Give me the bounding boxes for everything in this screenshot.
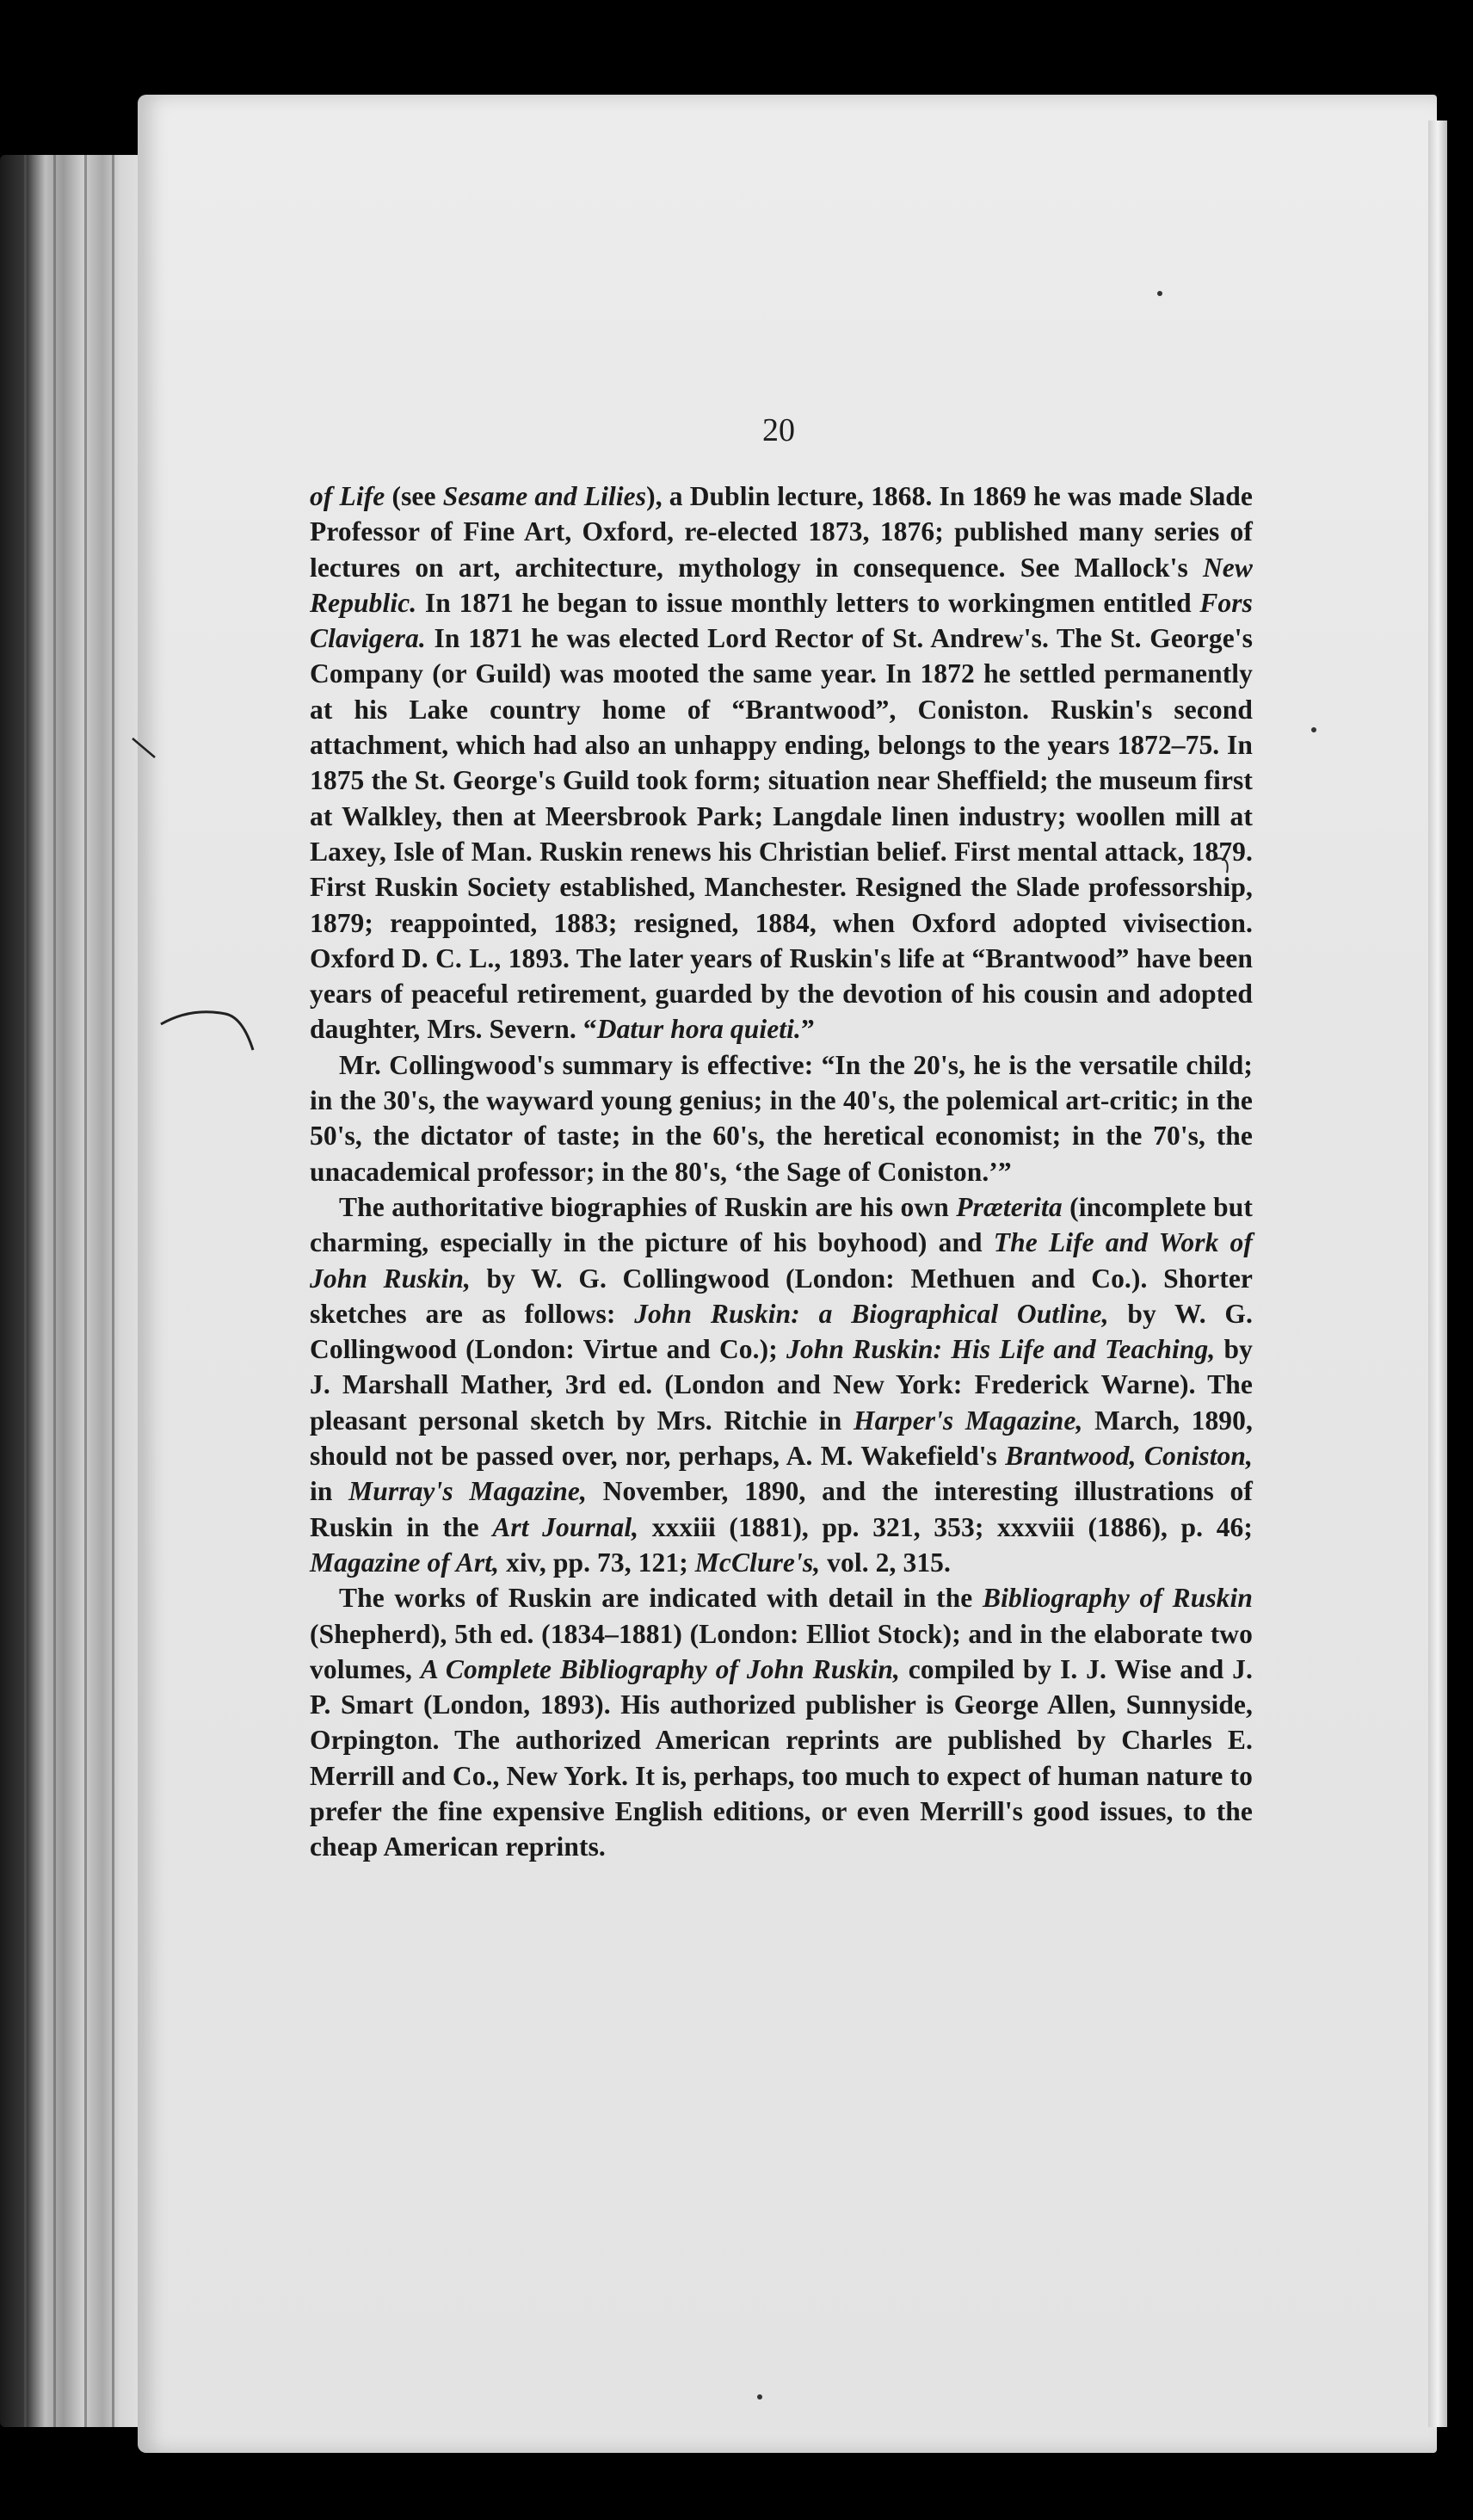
italic-text-run: John Ruskin: His Life and Teaching, — [786, 1334, 1216, 1365]
page-number: 20 — [762, 412, 795, 448]
margin-tick-mark — [129, 732, 163, 766]
text-run: (Shepherd), 5th ed. (1834–1881) (London: Elliot Stock); and in the elaborate two volumes, — [310, 1618, 1253, 1684]
text-run: xiv, pp. 73, 121; — [499, 1547, 695, 1578]
margin-pencil-mark — [157, 998, 260, 1059]
text-run: ), a Dublin lecture, 1868. In 1869 he was made Slade Professor of Fine Art, Oxford, re-elected 1873, 1876; published many series of lectures on art, architecture, mythology in consequence. See Mallock's — [310, 481, 1253, 583]
italic-text-run: Sesame and Lilies — [442, 481, 647, 511]
italic-text-run: McClure's, — [694, 1547, 821, 1578]
text-run: March, 1890, should not be passed over, nor, perhaps, A. M. Wakefield's — [310, 1405, 1253, 1472]
italic-text-run: A Complete Bibliography of John Ruskin, — [420, 1653, 900, 1684]
text-run: in — [310, 1476, 349, 1507]
page-edge-line — [53, 155, 56, 2427]
page-edge-line — [84, 155, 87, 2427]
italic-text-run: Harper's Magazine, — [853, 1405, 1083, 1436]
paragraph — [310, 1580, 1253, 1864]
text-run: The works of Ruskin are indicated with detail in the — [339, 1583, 983, 1614]
paragraph — [310, 479, 1253, 1047]
text-run: November, 1890, and the interesting illustrations of Ruskin in the — [310, 1476, 1253, 1542]
margin-speck — [1157, 291, 1162, 296]
text-run: vol. 2, 315. — [820, 1547, 952, 1578]
paragraph — [310, 1189, 1253, 1580]
text-run: xxxiii (1881), pp. 321, 353; xxxviii (1886), p. 46; — [638, 1511, 1253, 1542]
italic-text-run: Brantwood, Coniston, — [1005, 1441, 1254, 1472]
text-run: by J. Marshall Mather, 3rd ed. (London and New York: Frederick Warne). The pleasant personal sketch by Mrs. Ritchie in — [310, 1334, 1253, 1436]
italic-text-run: Magazine of Art, — [310, 1547, 500, 1578]
page-right-edge — [1428, 120, 1447, 2427]
italic-text-run: Murray's Magazine, — [348, 1476, 587, 1507]
page-edge-line — [112, 155, 114, 2427]
book-page-edges — [0, 155, 151, 2427]
italic-text-run: Præterita — [956, 1191, 1063, 1222]
margin-speck — [757, 2394, 762, 2400]
italic-text-run: Art Journal, — [492, 1511, 639, 1542]
text-run: Mr. Collingwood's summary is effective: “In the 20's, he is the versatile child; in the 30's, the wayward young genius; in the 40's, the polemical art-critic; in the 50's, the dictator of taste; in the 60's, the heretical economist; in the 70's, the unacademical professor; in the 80's, ‘the Sage of Coniston.’” — [310, 1049, 1253, 1187]
page-body-text — [310, 479, 1253, 1865]
text-run: by W. G. Collingwood (London: Methuen and Co.). Shorter sketches are as follows: — [310, 1263, 1254, 1329]
text-run: In 1871 he began to issue monthly letters to workingmen entitled — [416, 587, 1200, 618]
text-run: ” — [800, 1014, 815, 1045]
italic-text-run: Bibliography of Ruskin — [982, 1583, 1253, 1614]
italic-text-run: Datur hora quieti. — [596, 1014, 801, 1045]
text-run: In 1871 he was elected Lord Rector of St. Andrew's. The St. George's Company (or Guild) was mooted the same year. In 1872 he settled permanently at his Lake country home of “Brantwood”, Coniston. Ruskin's second attachment, which had also an unhappy ending, belongs to the years 1872–75. In 1875 the St. George's Guild took form; situation near Sheffield; the museum first at Walkley, then at Meersbrook Park; Langdale linen industry; woollen mill at Laxey, Isle of Man. Ruskin renews his Christian belief. First mental attack, 1879. First Ruskin Society established, Manchester. Resigned the Slade professorship, 1879; reappointed, 1883; resigned, 1884, when Oxford adopted vivisection. Oxford D. C. L., 1893. The later years of Ruskin's life at “Brantwood” have been years of peaceful retirement, guarded by the devotion of his cousin and adopted daughter, Mrs. Severn. “ — [310, 623, 1253, 1045]
italic-text-run: John Ruskin: a Biographical Outline, — [634, 1298, 1109, 1329]
text-run: (see — [385, 481, 443, 511]
italic-text-run: New Republic. — [310, 552, 1253, 618]
page-edge-line — [24, 155, 27, 2427]
italic-text-run: The Life and Work of John Ruskin, — [310, 1227, 1253, 1294]
text-run: by W. G. Collingwood (London: Virtue and Co.); — [310, 1298, 1253, 1365]
margin-pencil-mark — [1210, 852, 1236, 886]
text-run: compiled by I. J. Wise and J. P. Smart (London, 1893). His authorized publisher is George Allen, Sunnyside, Orpington. The authorized American reprints are published by Charles E. Merrill and Co., New York. It is, perhaps, too much to expect of human nature to prefer the fine expensive English editions, or even Merrill's good issues, to the cheap American reprints. — [310, 1653, 1253, 1862]
italic-text-run: Fors Clavigera. — [310, 587, 1253, 654]
margin-speck — [1311, 727, 1316, 732]
italic-text-run: of Life — [310, 481, 385, 511]
text-run: The authoritative biographies of Ruskin are his own — [339, 1191, 957, 1222]
text-run: (incomplete but charming, especially in the picture of his boyhood) and — [310, 1191, 1253, 1258]
paragraph — [310, 1047, 1253, 1189]
